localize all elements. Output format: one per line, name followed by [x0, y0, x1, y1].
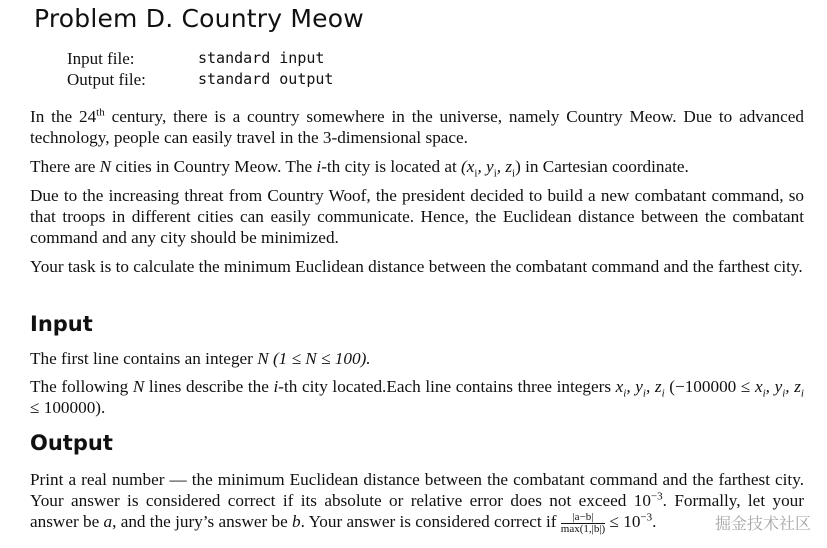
output-file-label: Output file: [67, 70, 146, 89]
watermark: 掘金技术社区 [714, 514, 811, 533]
error-fraction: $\frac{|a-b|}{\max(1,|b|)}$ [560, 510, 606, 535]
input-paragraph-1: The first line contains an integer N (1 ≤ N ≤ 100). [30, 349, 371, 368]
input-file-value: standard input [198, 49, 325, 67]
input-heading: Input [30, 312, 93, 336]
output-heading: Output [30, 431, 113, 455]
statement-paragraph-3: Due to the increasing threat from Country Woof, the president decided to build a new combatant command, so that troops in different cities can easily communicate. Hence, the Euclidean distance between the combatant command and any city should be minimized. [30, 186, 804, 247]
statement-paragraph-1: In the 24th century, there is a country somewhere in the universe, namely Country Meow. Due to advanced technology, people can easily travel in the 3-dimensional space. [30, 106, 804, 147]
io-input-row [67, 48, 333, 69]
statement-paragraph-2: There are N cities in Country Meow. The i-th city is located at ($x_i$, $y_i$, $z_i$) in Cartesian coordinate. [30, 157, 689, 180]
output-file-value: standard output [198, 70, 334, 88]
input-paragraph-2: The following N lines describe the i-th city located.Each line contains three integers $x_i$, $y_i$, $z_i$ ($-100000 \le x_i$, $y_i$, $z_i \le 100000$). [30, 377, 804, 417]
io-output-row [67, 69, 333, 90]
output-paragraph-1: Print a real number — the minimum Euclidean distance between the combatant command and the farthest city. Your answer is considered correct if its absolute or relative error does not exceed $10^{-3}$. Formally, let your answer be a, and the jury’s answer be b. Your answer is considered correct if $\frac{|a-b|}{\max(1,|b|)}$ ≤ $10^{-3}$. [30, 470, 804, 535]
input-file-label: Input file: [67, 49, 135, 68]
io-table [67, 48, 333, 90]
problem-title: Problem D. Country Meow [34, 4, 364, 33]
statement-paragraph-4: Your task is to calculate the minimum Euclidean distance between the combatant command and the farthest city. [30, 257, 803, 276]
